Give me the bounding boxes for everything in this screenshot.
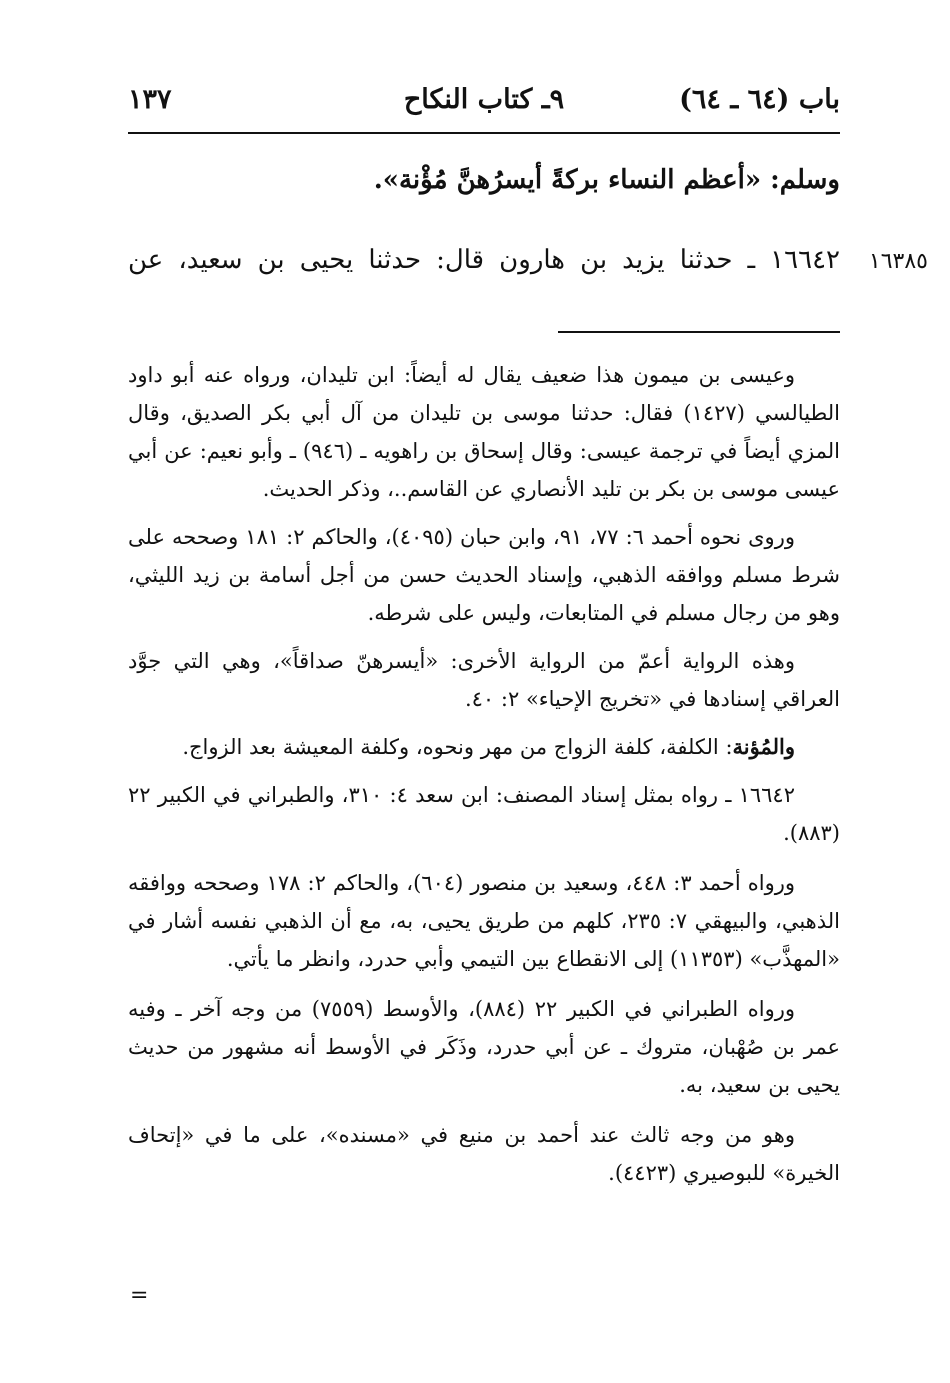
main-text-line-1: وسلم: «أعظم النساء بركةً أيسرُهنَّ مُؤْنة».: [373, 165, 840, 195]
footnote-paragraph: وهو من وجه ثالث عند أحمد بن منيع في «مسنده»، على ما في «إتحاف الخيرة» للبوصيري (٤٤٢٣).: [128, 1123, 840, 1185]
book-title: ٩ـ كتاب النكاح: [403, 84, 565, 115]
footnote-definition: [128, 728, 840, 766]
footnote-paragraph: ورواه أحمد ٣: ٤٤٨، وسعيد بن منصور (٦٠٤)، والحاكم ٢: ١٧٨ وصححه ووافقه الذهبي، والبيهقي ٧: ٢٣٥، كلهم من طريق يحيى، به، مع أن الذهبي نفسه أشار في «المهذَّب» (١١٣٥٣) إلى الانقطاع بين التيمي وأبي حدرد، وانظر ما يأتي.: [128, 871, 840, 971]
footnote-paragraph: وعيسى بن ميمون هذا ضعيف يقال له أيضاً: ابن تليدان، ورواه عنه أبو داود الطيالسي (١٤٢٧) فقال: حدثنا موسى بن تليدان من آل أبي بكر الصديق، وقال المزي أيضاً في ترجمة عيسى: وقال إسحاق بن راهويه ـ (٩٤٦) ـ وأبو نعيم: عن أبي عيسى موسى بن بكر بن تليد الأنصاري عن القاسم..، وذكر الحديث.: [128, 363, 841, 501]
footnotes: [128, 356, 840, 1202]
footnote-separator: [558, 331, 840, 333]
continuation-mark: =: [130, 1283, 149, 1308]
footnote-paragraph: وروى نحوه أحمد ٦: ٧٧، ٩١، وابن حبان (٤٠٩٥)، والحاكم ٢: ١٨١ وصححه على شرط مسلم ووافقه الذهبي، وإسناد الحديث حسن من أجل أسامة بن زيد الليثي، وهو من رجال مسلم في المتابعات، وليس على شرطه.: [128, 525, 840, 625]
footnote-paragraph: ورواه الطبراني في الكبير ٢٢ (٨٨٤)، والأوسط (٧٥٥٩) من وجه آخر ـ وفيه عمر بن صُهْبان، متروك ـ عن أبي حدرد، وذَكَر في الأوسط أنه مشهور من حديث يحيى بن سعيد، به.: [128, 997, 840, 1097]
footnote-paragraph: ١٦٦٤٢ ـ رواه بمثل إسناد المصنف: ابن سعد ٤: ٣١٠، والطبراني في الكبير ٢٢ (٨٨٣).: [128, 783, 840, 845]
footnote-paragraph: وهذه الرواية أعمّ من الرواية الأخرى: «أيسرهنّ صداقاً»، وهي التي جوَّد العراقي إسنادها في «تخريج الإحياء» ٢: ٤٠.: [128, 649, 840, 711]
page-number: ١٣٧: [128, 84, 172, 115]
defined-term: والمُؤنة: [732, 734, 795, 759]
margin-hadith-number: ١٦٣٨٥: [868, 249, 928, 274]
definition-text: : الكلفة، كلفة الزواج من مهر ونحوه، وكلفة المعيشة بعد الزواج.: [182, 735, 733, 759]
chapter-heading: باب (٦٤ ـ ٦٤): [679, 84, 840, 115]
running-header: [128, 80, 840, 128]
main-text-line-2: ١٦٦٤٢ ـ حدثنا يزيد بن هارون قال: حدثنا يحيى بن سعيد، عن: [128, 245, 840, 275]
header-rule: [128, 132, 840, 134]
